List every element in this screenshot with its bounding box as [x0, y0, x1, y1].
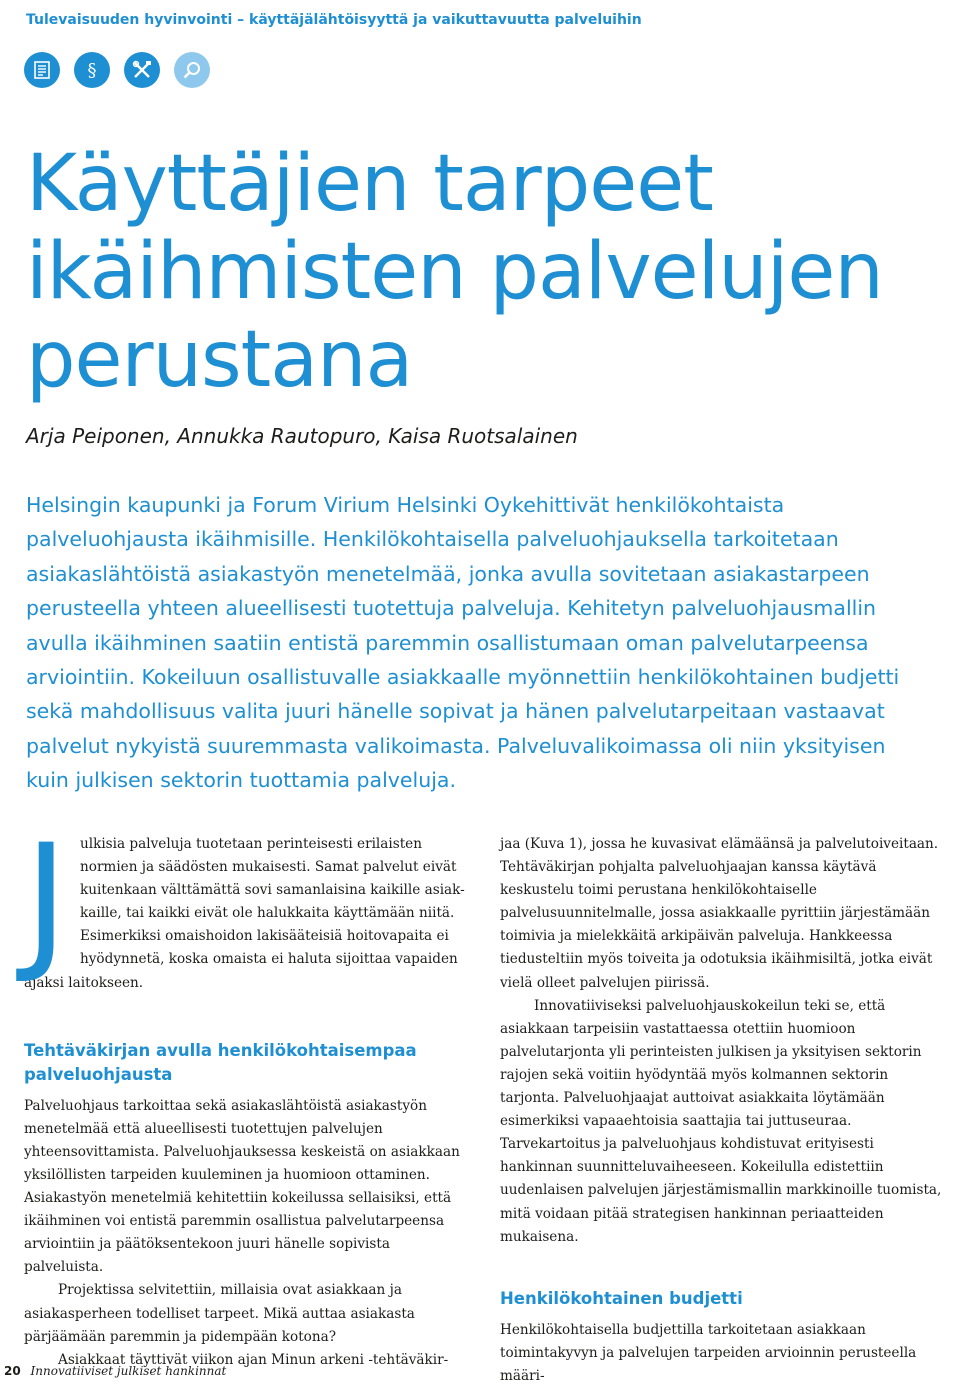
- title-line: ikäihmisten palvelujen: [26, 227, 883, 317]
- left-column: [24, 813, 472, 1372]
- subheading-workbook: Tehtäväkirjan avulla henkilökohtaisempaa palveluohjausta: [24, 1040, 417, 1084]
- running-header: Tulevaisuuden hyvinvointi – käyttäjälähtöisyyttä ja vaikuttavuutta palveluihin: [26, 12, 642, 28]
- body-paragraph: Palveluohjaus tarkoittaa sekä asiakaslähtöistä asiakastyön menetelmää että alueellisesti tuotettujen palvelujen yhteensovittamista. Palveluohjauksessa keskeistä on asiakkaan yksilöllisten tarpeiden kuuleminen ja huomioon ottaminen. Asiakastyön menetelmiä kehitettiin kokeilussa sellaisiksi, että ikäihminen voi entistä paremmin osallistua palvelutarpeensa arviointiin ja päätöksentekoon juuri hänelle sopivista palveluista.: [24, 1097, 460, 1276]
- section-icon-row: [24, 52, 210, 88]
- intro-line: kuitenkaan välttämättä sovi samanlaisina kaikille asiak-: [80, 882, 465, 899]
- tools-icon: [124, 52, 160, 88]
- body-paragraph: jaa (Kuva 1), jossa he kuvasivat elämäänsä ja palvelutoiveitaan. Tehtäväkirjan pohjalta palveluohjaajan kanssa käytävä keskustelu toimi perustana henkilökohtaiselle palvelusuunnitelmalle, jossa asiakkaalle pyrittiin järjestämään toimivia ja mielekkäitä arkipäivän palveluja. Hankkeessa tiedusteltiin myös toiveita ja odotuksia ikäihmisiltä, jotka eivät vielä olleet palvelujen piirissä.: [500, 836, 939, 991]
- subheading-budget: Henkilökohtainen budjetti: [500, 1288, 743, 1308]
- article-lead: Helsingin kaupunki ja Forum Virium Helsinki Oykehittivät henkilökohtaista palveluohjausta ikäihmisille. Henkilökohtaisella palveluohjauksella tarkoitetaan asiakaslähtöistä asiakastyön menetelmää, jonka avulla sovitetaan asiakastarpeen perusteella yhteen alueellisesti tuotettuja palveluja. Kehitetyn palveluohjausmallin avulla ikäihminen saatiin entistä paremmin osallistumaan oman palvelutarpeensa arviointiin. Kokeiluun osallistuvalle asiakkaalle myönnettiin henkilökohtainen budjetti sekä mahdollisuus valita juuri hänelle sopivat ja hänen palvelutarpeitaan vastaavat palvelut nykyistä suuremmasta valikoimasta. Palveluvalikoimassa oli niin yksityisen kuin julkisen sektorin tuottamia palveluja.: [26, 493, 900, 793]
- body-paragraph: Henkilökohtaisella budjettilla tarkoitetaan asiakkaan toimintakyvyn ja palvelujen tarpeiden arvioinnin perusteella määri-: [500, 1321, 917, 1384]
- intro-last-line: ajaksi laitokseen.: [24, 974, 144, 991]
- body-paragraph: Projektissa selvitettiin, millaisia ovat asiakkaan ja asiakasperheen todelliset tarpeet. Mikä auttaa asiakasta pärjäämään paremmin ja pidempään kotona?: [24, 1282, 415, 1345]
- page-number: 20: [4, 1364, 21, 1378]
- right-column: [500, 833, 946, 1388]
- intro-line: ulkisia palveluja tuotetaan perinteisesti erilaisten: [80, 836, 422, 852]
- article-authors: Arja Peiponen, Annukka Rautopuro, Kaisa Ruotsalainen: [26, 424, 578, 448]
- title-line: perustana: [26, 315, 413, 405]
- drop-cap: J: [24, 813, 69, 987]
- magnifier-icon: [174, 52, 210, 88]
- article-title: [26, 140, 946, 404]
- publication-name: Innovatiiviset julkiset hankinnat: [30, 1364, 227, 1378]
- body-paragraph: Asiakkaat täyttivät viikon ajan Minun arkeni -tehtäväkir-: [58, 1351, 449, 1368]
- intro-line: kaille, tai kaikki eivät ole halukkaita käyttämään niitä.: [80, 905, 455, 922]
- intro-block: [24, 813, 472, 995]
- page-footer: [4, 1364, 226, 1378]
- body-paragraph: Innovatiiviseksi palveluohjauskokeilun teki se, että asiakkaan tarpeisiin vastattaessa otettiin huomioon palvelutarjonta yli perinteisten julkisen ja yksityisen sektorin rajojen sekä voitiin hyödyntää myös kolmannen sektorin tarjonta. Palveluohjaajat auttoivat asiakkaita löytämään esimerkiksi vapaaehtoisia saattajia tai juttuseuraa. Tarvekartoitus ja palveluohjaus kohdistuvat erityisesti hankinnan suunnitteluvaiheeseen. Kokeilulla edistettiin uudenlaisen palvelujen järjestämismallin markkinoille tuomista, mitä voidaan pitää strategisen hankinnan periaatteiden mukaisena.: [500, 997, 942, 1245]
- title-line: Käyttäjien tarpeet: [26, 139, 713, 229]
- svg-text:§: §: [87, 60, 97, 81]
- intro-line: Esimerkiksi omaishoidon lakisääteisiä hoitovapaita ei: [80, 928, 449, 945]
- intro-line: normien ja säädösten mukaisesti. Samat palvelut eivät: [80, 859, 457, 876]
- document-lines-icon: [24, 52, 60, 88]
- intro-line: hyödynnetä, koska omaista ei haluta sijoittaa vapaiden: [80, 951, 458, 968]
- paragraph-icon: [74, 52, 110, 88]
